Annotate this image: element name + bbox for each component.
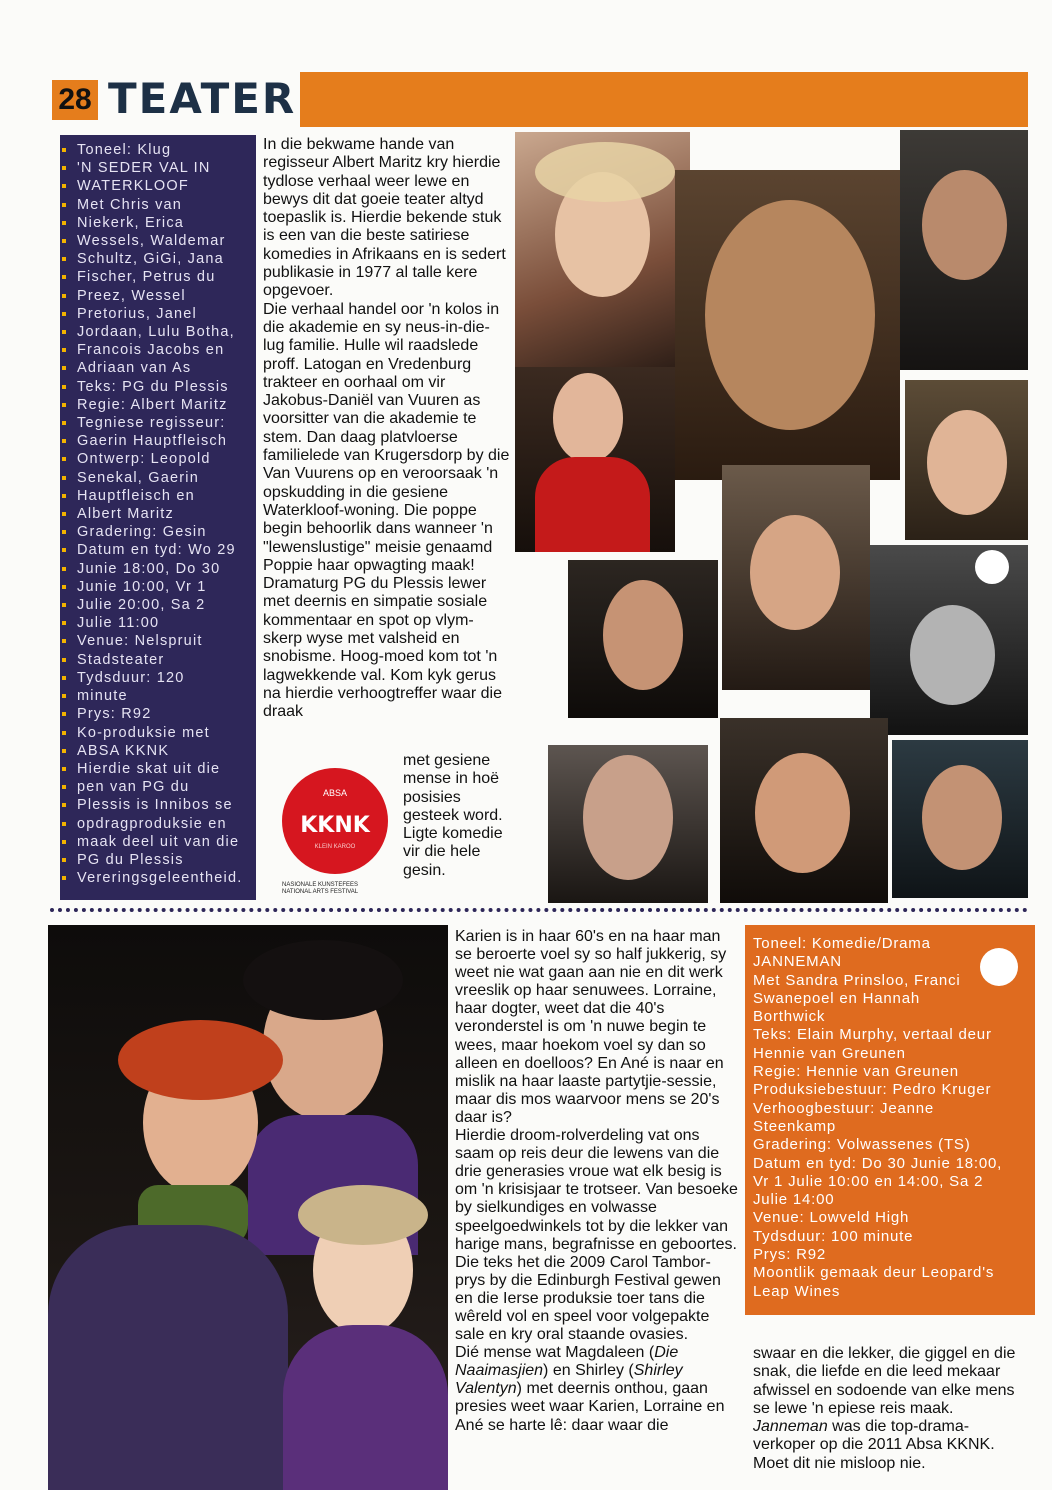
cast-photo-smiling-woman xyxy=(722,465,870,690)
credit-line: Niekerk, Erica xyxy=(68,214,252,232)
cast-photo-blonde-woman xyxy=(515,132,690,367)
credit-line: Ko-produksie met xyxy=(68,724,252,742)
credit-line: Junie 18:00, Do 30 xyxy=(68,560,252,578)
credit-line: Vereringsgeleentheid. xyxy=(68,869,252,887)
young-woman-dress xyxy=(283,1325,448,1490)
cast-photo-bearded-man xyxy=(900,130,1028,370)
cast-photo-smiling-man xyxy=(720,718,888,903)
credit-line: Francois Jacobs en xyxy=(68,341,252,359)
circle-marker xyxy=(975,550,1009,584)
credit-line: Toneel: Klug xyxy=(68,141,252,159)
red-dress xyxy=(535,457,650,552)
credit-line: Prys: R92 xyxy=(68,705,252,723)
section-title: TEATER xyxy=(108,74,297,123)
cast-photo-blonde-young-woman xyxy=(905,380,1028,540)
credit-line: maak deel uit van die xyxy=(68,833,252,851)
logo-klein-karoo: KLEIN KAROO xyxy=(314,844,356,850)
credit-line: Regie: Hennie van Greunen xyxy=(753,1063,959,1081)
article-janneman-continued xyxy=(753,1345,1028,1473)
credit-line: Produksiebestuur: Pedro Kruger xyxy=(753,1081,992,1099)
credit-line: ABSA KKNK xyxy=(68,742,252,760)
credit-line: Verhoogbestuur: Jeanne xyxy=(753,1099,935,1117)
credit-line: Senekal, Gaerin xyxy=(68,469,252,487)
credit-line: Hierdie skat uit die xyxy=(68,760,252,778)
credit-line: Schultz, GiGi, Jana xyxy=(68,250,252,268)
credit-line: Steenkamp xyxy=(753,1117,837,1135)
circle-marker xyxy=(980,948,1018,986)
credit-line: minute xyxy=(68,687,252,705)
cast-photo-woman-red-dress xyxy=(515,367,675,552)
credit-line: Tydsduur: 100 minute xyxy=(753,1227,914,1245)
text-run: ) met deernis onthou, gaan presies weet waar Karien, Lorraine en Ané se harte lê: daar waar die xyxy=(455,1380,725,1434)
credit-line: Adriaan van As xyxy=(68,359,252,377)
woman-dark-hair-hair xyxy=(243,940,403,1020)
credit-line: Vr 1 Julie 10:00 en 14:00, Sa 2 xyxy=(753,1172,984,1190)
article-janneman xyxy=(455,928,740,1435)
article-paragraph: Hierdie droom-rolverdeling vat ons saam op reis deur die lewens van die drie generasies vroue wat elk besig is om 'n krisisjaar te trotseer. Van besoeke by sielkundiges en volwasse speelgoedwinkels tot by die lekker van harige mans, begrafnisse en geboortes. xyxy=(455,1127,738,1253)
credit-line: Julie 14:00 xyxy=(753,1191,835,1209)
janneman-cast-photo xyxy=(48,925,448,1490)
credit-line: Met Chris van xyxy=(68,196,252,214)
article-paragraph: Karien is in haar 60's en na haar man se beroerte voel sy so half jukkerig, sy weet nie wat gaan aan nie en dit werk vreeslik op haar senuwees. Lorraine, haar dogter, weet dat die 40's veronderstel is om 'n nuwe begin te wees, maar hoekom voel sy dan so alleen en doelloos? En Ané is naar en mislik na haar laaste partytjie-sessie, maar dis mos waarvoor mens se 20's daar is? xyxy=(455,928,727,1126)
article-paragraph xyxy=(455,1344,740,1434)
credit-line: Pretorius, Janel xyxy=(68,305,252,323)
cast-photo-young-man xyxy=(568,560,718,718)
credit-line: Preez, Wessel xyxy=(68,287,252,305)
article-paragraph xyxy=(753,1418,1028,1473)
credit-line: JANNEMAN xyxy=(753,953,842,971)
credit-line: Venue: Nelspruit xyxy=(68,632,252,650)
face xyxy=(922,765,1002,870)
credit-line: Met Sandra Prinsloo, Franci xyxy=(753,971,961,989)
face xyxy=(603,580,683,690)
credit-line: Gradering: Volwassenes (TS) xyxy=(753,1136,971,1154)
logo-caption-line: NATIONAL ARTS FESTIVAL xyxy=(282,889,359,895)
cast-photo-man-glasses xyxy=(548,745,708,903)
credit-line: Gaerin Hauptfleisch xyxy=(68,432,252,450)
logo-caption xyxy=(282,882,392,896)
credit-line: Teks: Elain Murphy, vertaal deur xyxy=(753,1026,992,1044)
article-klug-continued: met gesiene mense in hoë posisies gesteek word. Ligte komedie vir die hele gesin. xyxy=(403,752,503,879)
credit-line: Datum en tyd: Wo 29 xyxy=(68,541,252,559)
credit-line: Plessis is Innibos se xyxy=(68,796,252,814)
credit-line: Ontwerp: Leopold xyxy=(68,450,252,468)
text-run: Dié mense wat Magdaleen ( xyxy=(455,1344,655,1362)
hair xyxy=(535,142,675,202)
credit-line: Tydsduur: 120 xyxy=(68,669,252,687)
credit-line: Hauptfleisch en xyxy=(68,487,252,505)
face xyxy=(910,605,995,705)
credit-line: Julie 11:00 xyxy=(68,614,252,632)
credit-line: Fischer, Petrus du xyxy=(68,268,252,286)
italic-title: Janneman xyxy=(753,1418,828,1436)
credit-line: Teks: PG du Plessis xyxy=(68,378,252,396)
credit-line: pen van PG du xyxy=(68,778,252,796)
credit-line: Venue: Lowveld High xyxy=(753,1209,910,1227)
article-paragraph: Die teks het die 2009 Carol Tambor-prys by die Edinburgh Festival gewen en die Ierse produksie toer tans die wêreld vol en speel voor volgepakte sale en kry oral staande ovasies. xyxy=(455,1253,721,1344)
young-woman-hair xyxy=(298,1185,428,1245)
credit-line: Gradering: Gesin xyxy=(68,523,252,541)
cast-photo-serious-man xyxy=(892,740,1028,898)
credit-line: 'N SEDER VAL IN xyxy=(68,159,252,177)
logo-caption-line: NASIONALE KUNSTEFEES xyxy=(282,882,359,888)
woman-red-hair-hair xyxy=(118,1020,283,1100)
cast-photo-older-man xyxy=(675,170,900,480)
page-number: 28 xyxy=(52,80,98,120)
credit-line: Julie 20:00, Sa 2 xyxy=(68,596,252,614)
face xyxy=(705,200,875,430)
logo-kknk: KKNK xyxy=(300,813,370,838)
credit-line: opdragproduksie en xyxy=(68,815,252,833)
credits-list xyxy=(60,135,256,887)
credit-line: Stadsteater xyxy=(68,651,252,669)
credit-line: Regie: Albert Maritz xyxy=(68,396,252,414)
article-paragraph: In die bekwame hande van regisseur Albert Maritz kry hierdie tydlose verhaal weer lewe en bewys dit dat goeie teater altyd toepaslik is. Hierdie bekende stuk is een van die beste satiriese komedies in Afrikaans en is sedert publikasie in 1977 al talle kere opgevoer. xyxy=(263,136,506,300)
face xyxy=(750,515,840,630)
credit-line: Datum en tyd: Do 30 Junie 18:00, xyxy=(753,1154,1003,1172)
credit-line: Albert Maritz xyxy=(68,505,252,523)
credit-line: Prys: R92 xyxy=(753,1246,827,1264)
face xyxy=(755,753,850,873)
credit-line: Moontlik gemaak deur Leopard's xyxy=(753,1264,995,1282)
credit-line: Borthwick xyxy=(753,1008,826,1026)
credit-line: Junie 10:00, Vr 1 xyxy=(68,578,252,596)
text-run: ) en Shirley ( xyxy=(543,1362,634,1380)
credit-line: Leap Wines xyxy=(753,1282,841,1300)
woman-red-hair-top xyxy=(48,1225,288,1490)
face xyxy=(553,373,623,463)
article-paragraph: Die verhaal handel oor 'n kolos in die akademie en sy neus-in-die-lug familie. Hulle wil raadslede proff. Latogan en Vredenburg trakteer en oorhaal om vir Jakobus-Daniël van Vuuren as voorsitter van die akademie te stem. Dan daag platvloerse familielede van Krugersdorp by die Van Vuurens op en veroorsaak 'n opskudding in die gesiene Waterkloof-woning. Die poppe begin behoorlik dans wanneer 'n "lewenslustige" meisie genaamd Poppie haar opwagting maak! Dramaturg PG du Plessis lewer met deernis en simpatie sosiale kommentaar en spot op vlym-skerp wyse met valsheid en snobisme. Hoog-moed kom tot 'n lagwekkende val. Kom kyk gerus na hierdie verhoogtreffer waar die draak xyxy=(263,300,510,721)
dotted-separator xyxy=(50,908,1028,912)
credit-line: Tegniese regisseur: xyxy=(68,414,252,432)
italic-title: Die Naaimasjien xyxy=(455,1344,679,1380)
article-paragraph: swaar en die lekker, die giggel en die snak, die liefde en die leed mekaar afwissel en sodoende van elke mens se lewe 'n epiese reis maak. xyxy=(753,1345,1016,1417)
credit-line: Hennie van Greunen xyxy=(753,1044,906,1062)
credit-line: Jordaan, Lulu Botha, xyxy=(68,323,252,341)
face xyxy=(927,410,1007,515)
face xyxy=(583,755,673,880)
credit-line: PG du Plessis xyxy=(68,851,252,869)
article-klug xyxy=(263,136,511,722)
credit-line: Swanepoel en Hannah xyxy=(753,989,920,1007)
text-run: was die top-drama-verkoper op die 2011 Absa KKNK. Moet dit nie misloop nie. xyxy=(753,1418,995,1472)
credit-line: WATERKLOOF xyxy=(68,177,252,195)
credits-sidebar xyxy=(60,135,256,900)
kknk-logo xyxy=(282,768,388,874)
credit-line: Toneel: Komedie/Drama xyxy=(753,935,931,952)
logo-absa: ABSA xyxy=(322,788,347,798)
italic-title: Shirley Valentyn xyxy=(455,1362,683,1398)
credit-line: Wessels, Waldemar xyxy=(68,232,252,250)
face xyxy=(922,170,1007,280)
